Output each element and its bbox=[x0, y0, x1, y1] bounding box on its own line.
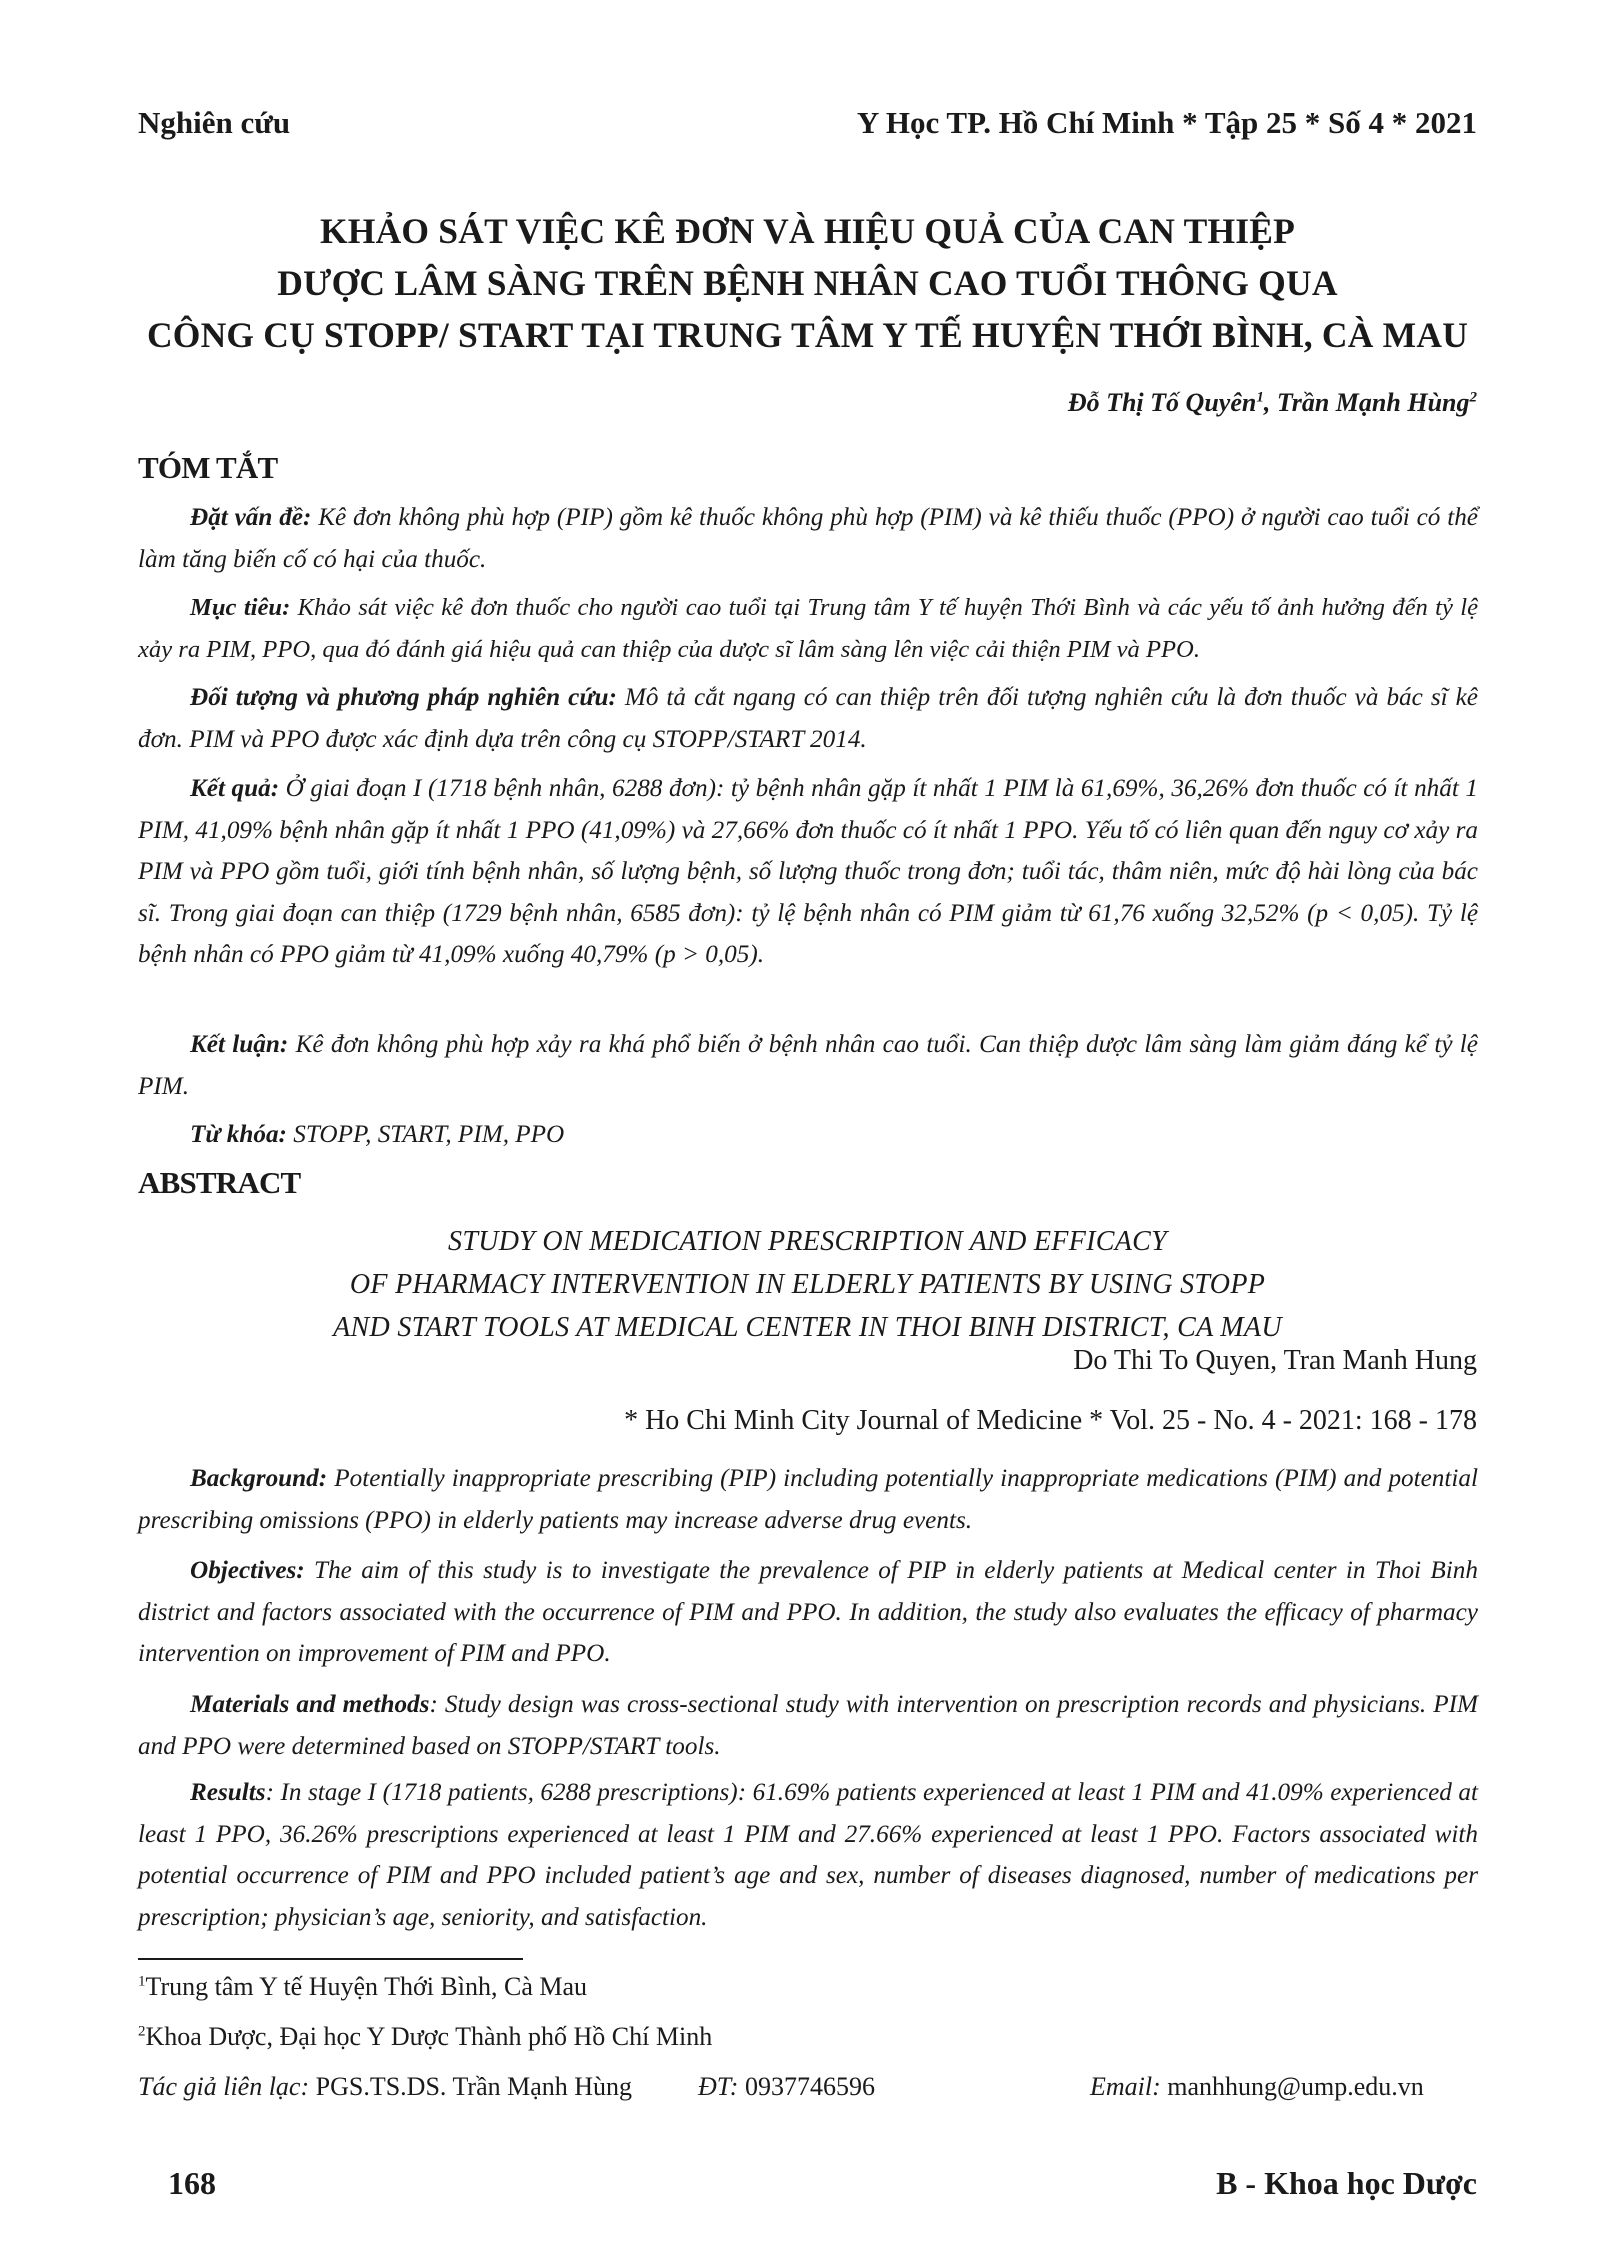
title-line: STUDY ON MEDICATION PRESCRIPTION AND EFFICACY bbox=[448, 1226, 1167, 1257]
footnote-affiliation-1 bbox=[138, 1972, 587, 2002]
paragraph-text: The aim of this study is to investigate the prevalence of PIP in elderly patients at Medical center in Thoi Binh district and factors associated with the occurrence of PIM and PPO. In addition, the study also evaluates the efficacy of pharmacy intervention on improvement of PIM and PPO. bbox=[138, 1557, 1478, 1667]
paragraph-dat-van-de bbox=[138, 497, 1478, 580]
paragraph-doi-tuong bbox=[138, 677, 1478, 760]
contact-author bbox=[138, 2072, 632, 2102]
affiliation-mark: 1 bbox=[1256, 389, 1264, 406]
affiliation-mark: 2 bbox=[1469, 389, 1477, 406]
paragraph-label: Kết quả: bbox=[190, 775, 280, 802]
title-line: CÔNG CỤ STOPP/ START TẠI TRUNG TÂM Y TẾ HUYỆN THỚI BÌNH, CÀ MAU bbox=[146, 315, 1469, 355]
paragraph-muc-tieu bbox=[138, 587, 1478, 670]
running-header-journal: Y Học TP. Hồ Chí Minh * Tập 25 * Số 4 * 2021 bbox=[856, 105, 1477, 140]
paragraph-text: Kê đơn không phù hợp xảy ra khá phổ biến ở bệnh nhân cao tuổi. Can thiệp dược lâm sàng làm giảm đáng kể tỷ lệ PIM. bbox=[138, 1031, 1478, 1100]
paragraph-label: Từ khóa: bbox=[190, 1121, 287, 1148]
paragraph-objectives bbox=[138, 1550, 1478, 1675]
section-heading-tomtat: TÓM TẮT bbox=[138, 450, 278, 485]
title-line: AND START TOOLS AT MEDICAL CENTER IN THOI BINH DISTRICT, CA MAU bbox=[333, 1312, 1282, 1343]
contact-phone bbox=[698, 2072, 875, 2102]
paragraph-label: Results bbox=[190, 1779, 266, 1806]
title-line: DƯỢC LÂM SÀNG TRÊN BỆNH NHÂN CAO TUỔI THÔNG QUA bbox=[277, 263, 1338, 303]
author-separator: , bbox=[1263, 388, 1277, 417]
author-line-en: Do Thi To Quyen, Tran Manh Hung bbox=[1073, 1345, 1477, 1376]
paragraph-text: Kê đơn không phù hợp (PIP) gồm kê thuốc không phù hợp (PIM) và kê thiếu thuốc (PPO) ở người cao tuổi có thể làm tăng biến cố có hại của thuốc. bbox=[138, 504, 1478, 573]
paragraph-label: Đối tượng và phương pháp nghiên cứu: bbox=[190, 684, 617, 711]
phone-value: 0937746596 bbox=[738, 2072, 875, 2101]
author-name: Trần Mạnh Hùng bbox=[1276, 388, 1470, 417]
paragraph-tu-khoa bbox=[138, 1114, 1478, 1156]
running-header-section: Nghiên cứu bbox=[138, 105, 291, 140]
paragraph-ket-luan bbox=[138, 1024, 1478, 1107]
footnote-text: Khoa Dược, Đại học Y Dược Thành phố Hồ Chí Minh bbox=[145, 2022, 713, 2051]
title-line: KHẢO SÁT VIỆC KÊ ĐƠN VÀ HIỆU QUẢ CỦA CAN THIỆP bbox=[319, 211, 1296, 251]
paragraph-label: Background: bbox=[190, 1465, 328, 1492]
paragraph-text: : In stage I (1718 patients, 6288 prescriptions): 61.69% patients experienced at least 1 PIM and 41.09% experienced at least 1 PPO, 36.26% prescriptions experienced at least 1 PIM and 27.66% experienced at least 1 PPO. Factors associated with potential occurrence of PIM and PPO included patient’s age and sex, number of diseases diagnosed, number of medications per prescription; physician’s age, seniority, and satisfaction. bbox=[138, 1779, 1478, 1931]
paragraph-methods bbox=[138, 1684, 1478, 1767]
phone-label: ĐT: bbox=[698, 2072, 739, 2101]
paragraph-label: Kết luận: bbox=[190, 1031, 289, 1058]
author-line-vn bbox=[1068, 388, 1477, 418]
footnote-mark: 2 bbox=[138, 2023, 146, 2040]
paragraph-label: Mục tiêu: bbox=[190, 594, 291, 621]
paragraph-ket-qua bbox=[138, 768, 1478, 976]
footnote-affiliation-2 bbox=[138, 2022, 712, 2052]
paragraph-text: Potentially inappropriate prescribing (PIP) including potentially inappropriate medications (PIM) and potential prescribing omissions (PPO) in elderly patients may increase adverse drug events. bbox=[138, 1465, 1478, 1534]
paragraph-label: Objectives: bbox=[190, 1557, 305, 1584]
author-name: Đỗ Thị Tố Quyên bbox=[1067, 388, 1257, 417]
footnote-divider bbox=[138, 1958, 523, 1960]
title-line: OF PHARMACY INTERVENTION IN ELDERLY PATIENTS BY USING STOPP bbox=[349, 1269, 1266, 1300]
paragraph-text: : Study design was cross-sectional study with intervention on prescription records and physicians. PIM and PPO were determined based on STOPP/START tools. bbox=[138, 1691, 1478, 1760]
page-number: 168 bbox=[168, 2165, 216, 2201]
section-heading-abstract: ABSTRACT bbox=[138, 1165, 301, 1200]
citation-line: * Ho Chi Minh City Journal of Medicine * Vol. 25 - No. 4 - 2021: 168 - 178 bbox=[624, 1405, 1477, 1436]
paragraph-text: Ở giai đoạn I (1718 bệnh nhân, 6288 đơn): tỷ bệnh nhân gặp ít nhất 1 PIM là 61,69%, 36,26% đơn thuốc có ít nhất 1 PIM, 41,09% bệnh nhân gặp ít nhất 1 PPO (41,09%) và 27,66% đơn thuốc có ít nhất 1 PPO. Yếu tố có liên quan đến nguy cơ xảy ra PIM và PPO gồm tuổi, giới tính bệnh nhân, số lượng bệnh, số lượng thuốc trong đơn; tuổi tác, thâm niên, mức độ hài lòng của bác sĩ. Trong giai đoạn can thiệp (1729 bệnh nhân, 6585 đơn): tỷ lệ bệnh nhân có PIM giảm từ 61,76 xuống 32,52% (p < 0,05). Tỷ lệ bệnh nhân có PPO giảm từ 41,09% xuống 40,79% (p > 0,05). bbox=[138, 775, 1478, 968]
article-title-en bbox=[138, 1220, 1477, 1349]
paragraph-text: STOPP, START, PIM, PPO bbox=[286, 1121, 565, 1148]
paragraph-text: Khảo sát việc kê đơn thuốc cho người cao tuổi tại Trung tâm Y tế huyện Thới Bình và các yếu tố ảnh hưởng đến tỷ lệ xảy ra PIM, PPO, qua đó đánh giá hiệu quả can thiệp của dược sĩ lâm sàng lên việc cải thiện PIM và PPO. bbox=[138, 594, 1478, 663]
paragraph-label: Đặt vấn đề: bbox=[190, 504, 312, 531]
footnote-text: Trung tâm Y tế Huyện Thới Bình, Cà Mau bbox=[145, 1972, 588, 2001]
running-footer-section: B - Khoa học Dược bbox=[1216, 2165, 1477, 2201]
contact-name: PGS.TS.DS. Trần Mạnh Hùng bbox=[309, 2072, 633, 2101]
paragraph-text: Mô tả cắt ngang có can thiệp trên đối tượng nghiên cứu là đơn thuốc và bác sĩ kê đơn. PIM và PPO được xác định dựa trên công cụ STOPP/START 2014. bbox=[138, 684, 1478, 753]
paragraph-background bbox=[138, 1458, 1478, 1541]
article-title-vn bbox=[130, 205, 1485, 361]
paragraph-label: Materials and methods bbox=[190, 1691, 430, 1718]
footnote-mark: 1 bbox=[138, 1973, 146, 1990]
email-value: manhhung@ump.edu.vn bbox=[1160, 2072, 1424, 2101]
email-label: Email: bbox=[1090, 2072, 1161, 2101]
contact-label: Tác giả liên lạc: bbox=[138, 2072, 310, 2101]
paragraph-results bbox=[138, 1772, 1478, 1938]
contact-email bbox=[1090, 2072, 1424, 2102]
